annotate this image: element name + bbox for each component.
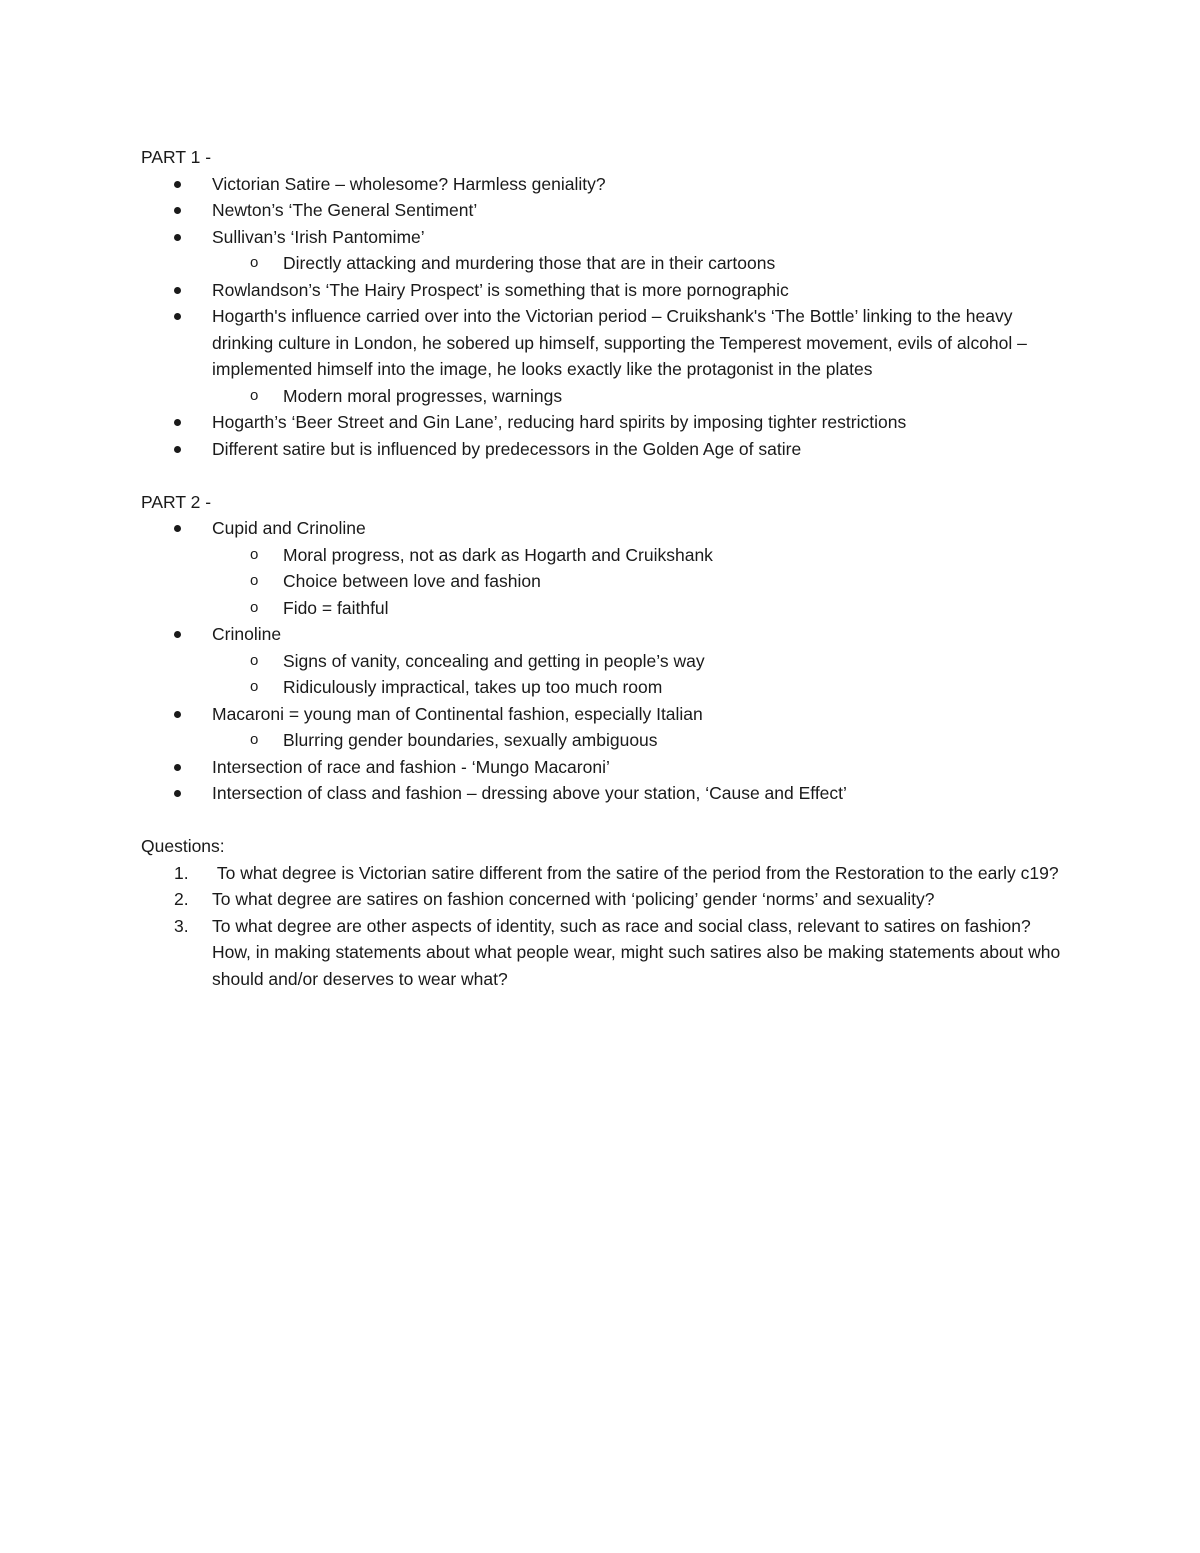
bullet-icon: [174, 234, 181, 241]
sub-bullet-icon: o: [250, 572, 259, 589]
question-item: [141, 886, 1061, 913]
list-item: Newton’s ‘The General Sentiment’: [141, 197, 1061, 224]
document-page: [141, 144, 1061, 992]
sub-list-item: o Modern moral progresses, warnings: [141, 383, 1061, 410]
part2-list: [141, 515, 1061, 807]
sub-bullet-icon: o: [250, 598, 259, 616]
list-item: Intersection of class and fashion – dressing above your station, ‘Cause and Effect’: [141, 780, 1061, 807]
list-item: Cupid and Crinoline: [141, 515, 1061, 542]
question-item: [141, 913, 1061, 993]
sub-bullet-icon: o: [250, 545, 259, 563]
sub-list-item: o Moral progress, not as dark as Hogarth and Cruikshank: [141, 542, 1061, 569]
sub-bullet-icon: o: [250, 254, 259, 271]
questions-heading: Questions:: [141, 836, 225, 856]
list-item: Crinoline: [141, 621, 1061, 648]
list-item: Macaroni = young man of Continental fashion, especially Italian: [141, 701, 1061, 728]
list-item: Intersection of race and fashion - ‘Mungo Macaroni’: [141, 754, 1061, 781]
bullet-icon: [174, 631, 181, 638]
part2-heading: PART 2 -: [141, 491, 212, 512]
sub-list-item: o Blurring gender boundaries, sexually ambiguous: [141, 727, 1061, 754]
sub-bullet-icon: o: [250, 678, 259, 695]
bullet-icon: [174, 446, 181, 453]
list-item: Rowlandson’s ‘The Hairy Prospect’ is something that is more pornographic: [141, 277, 1061, 304]
list-item: Different satire but is influenced by predecessors in the Golden Age of satire: [141, 436, 1061, 463]
question-number: 2.: [174, 889, 189, 909]
sub-bullet-icon: o: [250, 731, 259, 748]
spacer: [141, 807, 1061, 834]
bullet-icon: [174, 764, 181, 771]
question-item: [141, 860, 1061, 887]
question-text: To what degree are satires on fashion concerned with ‘policing’ gender ‘norms’ and sexuality?: [212, 889, 935, 909]
sub-list-item: o Fido = faithful: [141, 595, 1061, 622]
part1-list: [141, 171, 1061, 463]
sub-list-item: o Signs of vanity, concealing and getting in people’s way: [141, 648, 1061, 675]
bullet-icon: [174, 711, 181, 718]
sub-bullet-icon: o: [250, 651, 259, 669]
questions-list: [141, 860, 1061, 993]
bullet-icon: [174, 287, 181, 294]
list-item: Sullivan’s ‘Irish Pantomime’: [141, 224, 1061, 251]
bullet-icon: [174, 419, 181, 426]
part1-heading: PART 1 -: [141, 147, 212, 167]
bullet-icon: [174, 525, 181, 532]
question-text: To what degree are other aspects of identity, such as race and social class, relevant to satires on fashion? How, in making statements about what people wear, might such satires also be making statements about who should and/or deserves to wear what?: [212, 915, 1061, 989]
sub-list-item: o Ridiculously impractical, takes up too much room: [141, 674, 1061, 701]
bullet-icon: [174, 207, 181, 214]
question-text: To what degree is Victorian satire different from the satire of the period from the Restoration to the early c19?: [212, 862, 1059, 883]
list-item: Hogarth’s ‘Beer Street and Gin Lane’, reducing hard spirits by imposing tighter restrictions: [141, 409, 1061, 436]
sub-list-item: o Directly attacking and murdering those that are in their cartoons: [141, 250, 1061, 277]
spacer: [141, 462, 1061, 489]
bullet-icon: [174, 790, 181, 797]
bullet-icon: [174, 181, 181, 188]
question-number: 3.: [174, 915, 189, 936]
sub-list-item: o Choice between love and fashion: [141, 568, 1061, 595]
list-item: Hogarth's influence carried over into the Victorian period – Cruikshank's ‘The Bottle’ linking to the heavy drinking culture in London, he sobered up himself, supporting the Temperest movement, evils of alcohol – implemented himself into the image, he looks exactly like the protagonist in the plates: [141, 303, 1061, 383]
sub-bullet-icon: o: [250, 386, 259, 404]
list-item: Victorian Satire – wholesome? Harmless geniality?: [141, 171, 1061, 198]
bullet-icon: [174, 313, 181, 320]
question-number: 1.: [174, 862, 189, 883]
